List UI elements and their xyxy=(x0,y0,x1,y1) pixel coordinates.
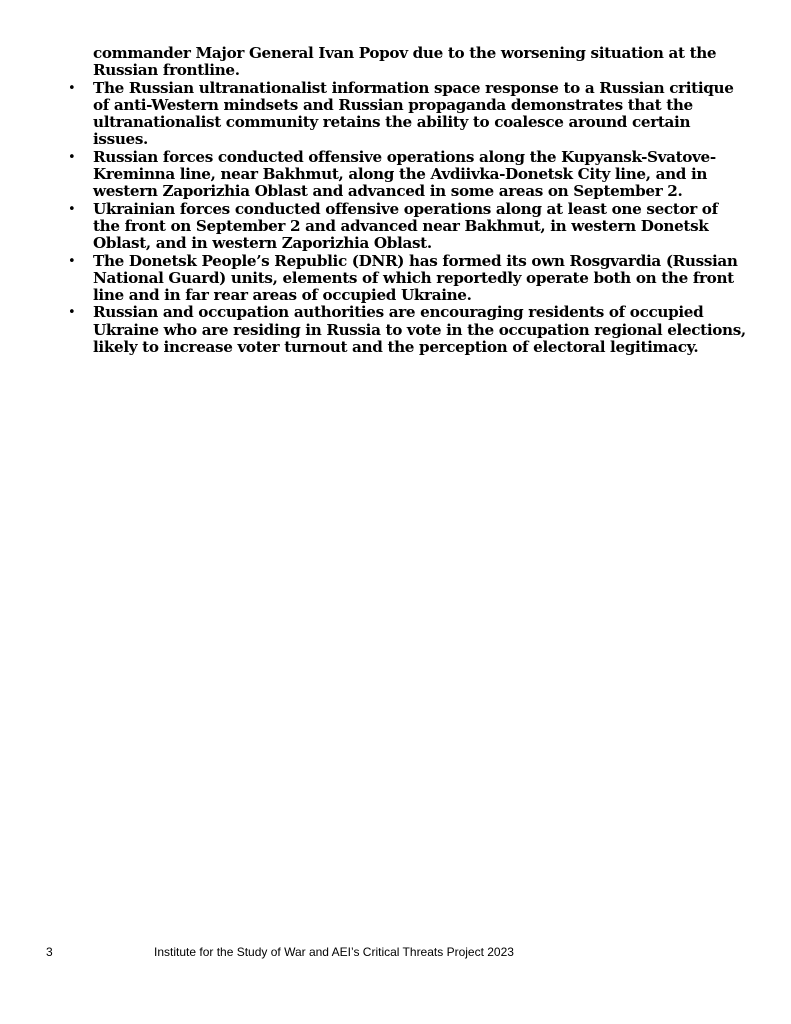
footer-text: Institute for the Study of War and AEI’s Critical Threats Project 2023 xyxy=(154,945,514,959)
list-item-text: Russian forces conducted offensive operations along the Kupyansk-Svatove-Kreminna line, near Bakhmut, along the Avdiivka-Donetsk City line, and in western Zaporizhia Oblast and advanced in some areas on September 2. xyxy=(93,147,716,201)
list-item-text: The Donetsk People’s Republic (DNR) has formed its own Rosgvardia (Russian National Guard) units, elements of which reportedly operate both on the front line and in far rear areas of occupied Ukraine. xyxy=(93,251,738,305)
key-takeaways-list xyxy=(68,80,748,357)
bullet-icon: • xyxy=(68,253,76,269)
list-item xyxy=(68,201,748,253)
list-item xyxy=(68,149,748,201)
list-item xyxy=(68,304,748,356)
page-number: 3 xyxy=(46,945,53,959)
list-item xyxy=(68,80,748,149)
document-body xyxy=(68,45,748,356)
list-item-text: Ukrainian forces conducted offensive operations along at least one sector of the front on September 2 and advanced near Bakhmut, in western Donetsk Oblast, and in western Zaporizhia Oblast. xyxy=(93,199,718,253)
list-item xyxy=(68,253,748,305)
bullet-icon: • xyxy=(68,149,76,165)
bullet-icon: • xyxy=(68,201,76,217)
page-footer xyxy=(0,944,791,962)
bullet-icon: • xyxy=(68,80,76,96)
bullet-icon: • xyxy=(68,305,76,321)
list-item-text: Russian and occupation authorities are encouraging residents of occupied Ukraine who are residing in Russia to vote in the occupation regional elections, likely to increase voter turnout and the perception of electoral legitimacy. xyxy=(93,303,746,357)
list-item-text: The Russian ultranationalist information space response to a Russian critique of anti-Western mindsets and Russian propaganda demonstrates that the ultranationalist community retains the ability to coalesce around certain issues. xyxy=(93,78,734,149)
continued-paragraph: commander Major General Ivan Popov due to the worsening situation at the Russian frontline. xyxy=(93,44,717,80)
